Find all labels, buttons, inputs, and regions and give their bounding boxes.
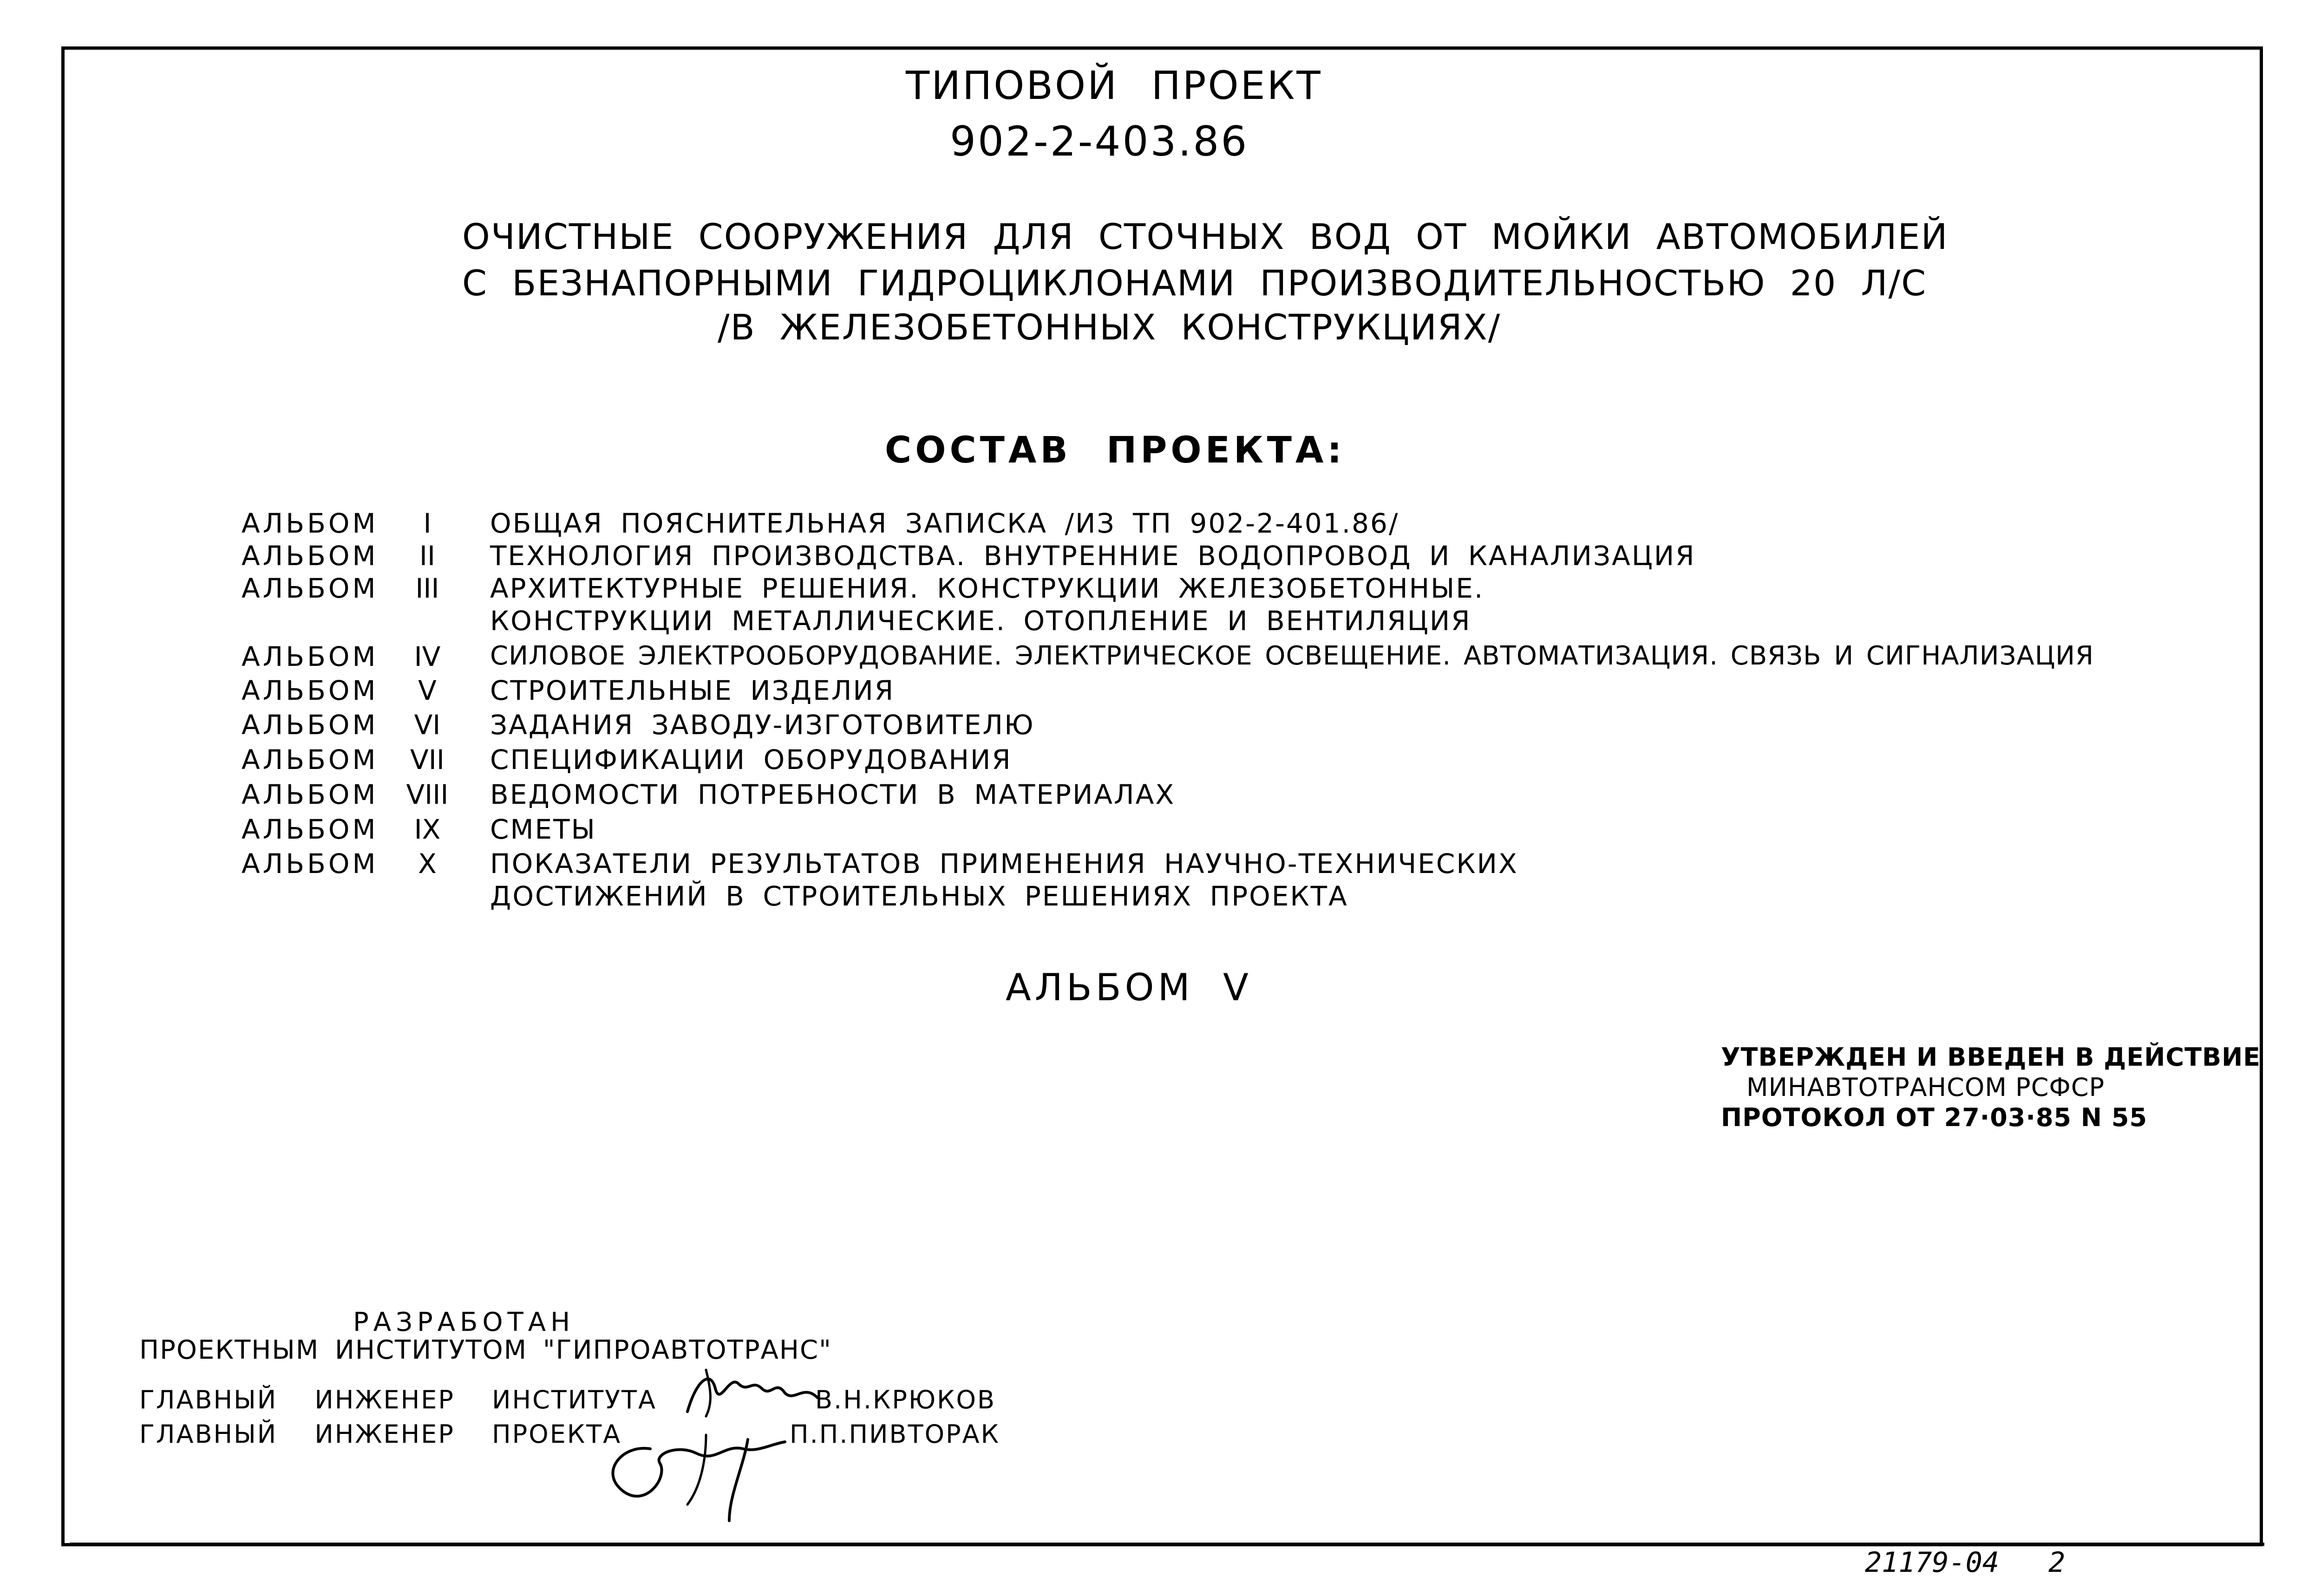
- album-label: АЛЬБОМ: [242, 814, 379, 845]
- signature-krukov: [678, 1361, 827, 1426]
- album-title: СМЕТЫ: [490, 814, 596, 845]
- developer-institute: ПРОЕКТНЫМ ИНСТИТУТОМ "ГИПРОАВТОТРАНС": [139, 1335, 832, 1365]
- sheet-stamp: [1865, 1546, 2065, 1579]
- sheet-number: 2: [2048, 1546, 2066, 1579]
- subtitle-line-2: С БЕЗНАПОРНЫМИ ГИДРОЦИКЛОНАМИ ПРОИЗВОДИТЕЛЬНОСТЬЮ 20 Л/С: [462, 262, 1927, 304]
- album-label: АЛЬБОМ: [242, 508, 379, 539]
- album-number: II: [419, 540, 436, 572]
- album-title: СПЕЦИФИКАЦИИ ОБОРУДОВАНИЯ: [490, 744, 1012, 775]
- album-title: ВЕДОМОСТИ ПОТРЕБНОСТИ В МАТЕРИАЛАХ: [490, 779, 1176, 810]
- album-label: АЛЬБОМ: [242, 641, 379, 672]
- album-number: VII: [410, 744, 445, 775]
- album-label: АЛЬБОМ: [242, 744, 379, 775]
- developer-heading: РАЗРАБОТАН: [353, 1307, 575, 1337]
- subtitle-line-1: ОЧИСТНЫЕ СООРУЖЕНИЯ ДЛЯ СТОЧНЫХ ВОД ОТ МОЙКИ АВТОМОБИЛЕЙ: [462, 216, 1948, 257]
- album-label: АЛЬБОМ: [242, 573, 379, 604]
- sheet-code: 21179-04: [1865, 1546, 1999, 1579]
- album-label: АЛЬБОМ: [242, 709, 379, 741]
- frame-bottom-line: [70, 1543, 2264, 1546]
- current-album-title: АЛЬБОМ V: [1006, 966, 1252, 1009]
- signatory-role: ГЛАВНЫЙ ИНЖЕНЕР ИНСТИТУТА: [139, 1385, 657, 1414]
- signatory-name: В.Н.КРЮКОВ: [815, 1385, 996, 1414]
- album-label: АЛЬБОМ: [242, 675, 379, 706]
- album-label: АЛЬБОМ: [242, 779, 379, 810]
- approval-line-3: ПРОТОКОЛ ОТ 27·03·85 N 55: [1721, 1103, 2148, 1132]
- album-number: I: [423, 508, 432, 539]
- project-number: 902-2-403.86: [950, 117, 1249, 165]
- subtitle-line-3: /В ЖЕЛЕЗОБЕТОННЫХ КОНСТРУКЦИЯХ/: [718, 306, 1501, 348]
- album-number: X: [418, 848, 437, 879]
- album-title: СТРОИТЕЛЬНЫЕ ИЗДЕЛИЯ: [490, 675, 895, 706]
- album-title-continued: КОНСТРУКЦИИ МЕТАЛЛИЧЕСКИЕ. ОТОПЛЕНИЕ И ВЕНТИЛЯЦИЯ: [490, 605, 1471, 637]
- album-number: V: [418, 675, 437, 706]
- album-title: ТЕХНОЛОГИЯ ПРОИЗВОДСТВА. ВНУТРЕННИЕ ВОДОПРОВОД И КАНАЛИЗАЦИЯ: [490, 540, 1696, 572]
- project-type-title: ТИПОВОЙ ПРОЕКТ: [906, 63, 1322, 108]
- album-label: АЛЬБОМ: [242, 540, 379, 572]
- album-title: ЗАДАНИЯ ЗАВОДУ-ИЗГОТОВИТЕЛЮ: [490, 709, 1035, 741]
- album-title: ПОКАЗАТЕЛИ РЕЗУЛЬТАТОВ ПРИМЕНЕНИЯ НАУЧНО-ТЕХНИЧЕСКИХ: [490, 848, 1518, 879]
- album-title: СИЛОВОЕ ЭЛЕКТРООБОРУДОВАНИЕ. ЭЛЕКТРИЧЕСКОЕ ОСВЕЩЕНИЕ. АВТОМАТИЗАЦИЯ. СВЯЗЬ И СИГНАЛИЗАЦИЯ: [490, 641, 2094, 671]
- album-number: III: [415, 573, 439, 604]
- album-number: VIII: [406, 779, 449, 810]
- approval-line-1: УТВЕРЖДЕН И ВВЕДЕН В ДЕЙСТВИЕ: [1721, 1042, 2261, 1072]
- signatory-name: П.П.ПИВТОРАК: [790, 1420, 1000, 1449]
- composition-heading: СОСТАВ ПРОЕКТА:: [885, 430, 1346, 471]
- album-label: АЛЬБОМ: [242, 848, 379, 879]
- approval-line-2: МИНАВТОТРАНСОМ РСФСР: [1746, 1073, 2105, 1102]
- album-number: IX: [414, 814, 441, 845]
- signatory-role: ГЛАВНЫЙ ИНЖЕНЕР ПРОЕКТА: [139, 1420, 622, 1449]
- album-title-continued: ДОСТИЖЕНИЙ В СТРОИТЕЛЬНЫХ РЕШЕНИЯХ ПРОЕКТА: [490, 880, 1348, 912]
- album-title: АРХИТЕКТУРНЫЕ РЕШЕНИЯ. КОНСТРУКЦИИ ЖЕЛЕЗОБЕТОННЫЕ.: [490, 573, 1484, 604]
- signature-pivtorak: [595, 1416, 790, 1523]
- album-number: IV: [414, 641, 441, 672]
- album-number: VI: [414, 709, 441, 741]
- album-title: ОБЩАЯ ПОЯСНИТЕЛЬНАЯ ЗАПИСКА /ИЗ ТП 902-2-401.86/: [490, 508, 1399, 539]
